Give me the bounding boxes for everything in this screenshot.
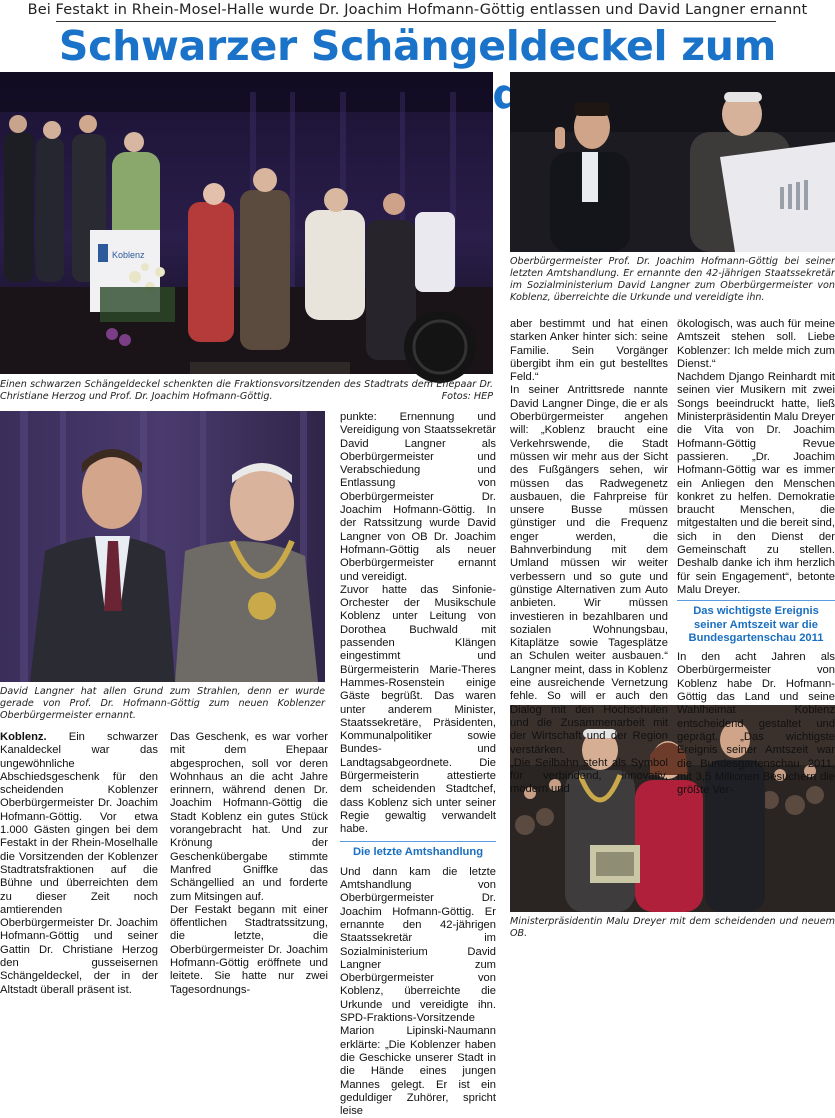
subhead-highlight-bundesgartenschau: Das wichtigste Ereignis seiner Amtszeit war die Bundesgartenschau 2011 <box>677 600 835 648</box>
article-col5-para1: ökologisch, was auch für meine Amtszeit stehen soll. Liebe Koblenzer: Ich melde mich zum Dienst.“ <box>677 318 835 370</box>
article-column-4 <box>510 318 668 797</box>
article-column-5 <box>677 318 835 797</box>
article-column-2 <box>170 731 328 997</box>
subhead-last-official-act: Die letzte Amtshandlung <box>340 841 496 863</box>
article-col3-para2: Zuvor hatte das Sinfonie-Orchester der Musikschule Koblenz unter Leitung von Dorothea Buchwald mit passenden Klängen eingestimmt und Bürgermeisterin Marie-Theres Hammes-Rosenstein einige Gäste begrüßt. Das waren unter anderem Minister, Staatssekretäre, Präsidenten, Kommunalpolitiker sowie Bundes- und Landtagsabgeordnete. Die Bürgermeisterin attestierte dem scheidenden Stadtchef, dass Koblenz sich unter seiner Regie gewaltig verwandelt habe. <box>340 583 496 836</box>
photo-oath <box>510 72 835 252</box>
article-col4-para2: In seiner Antrittsrede nannte David Langner Dinge, die er als Oberbürgermeister angehen will: „Koblenz braucht eine Verkehrswende, die Stadt müssen wir mehr aus der Sicht des Fußgängers sehen, wir müssen das Radwegenetz ausbauen, die Fahrpreise für unsere Busse müssen günstiger und die Frequenz enger werden, die Bahnverbindung mit dem Umland müssen wir weiter verbessern und so gute und günstige Alternativen zum Auto anbieten. Wir müssen investieren in bezahlbaren und sozialen Wohnungsbau, Kitaplätze sowie Tagesplätze an Schulen weiter ausbauen.“ Langner meint, dass in Koblenz eine ausreichende Vernetzung fehle. So will er auch den Dialog mit den Hochschulen und die Zusammenarbeit mit der Wirtschaft und der Region verstärken. <box>510 384 668 756</box>
stage-photo-caption: Einen schwarzen Schängeldeckel schenkten die Fraktionsvorsitzenden des Stadtrats dem Ehepaar Dr. Christiane Herzog und Prof. Dr. Joachim Hofmann-Göttig. <box>0 379 493 402</box>
langner-photo-caption: David Langner hat allen Grund zum Strahlen, denn er wurde gerade von Prof. Dr. Hofmann-Göttig zum neuen Koblenzer Oberbürgermeister ernannt. <box>0 686 325 721</box>
podium-label: Koblenz <box>112 250 145 260</box>
article-column-1 <box>0 731 158 997</box>
article-column-3 <box>340 411 496 1118</box>
headline: Schwarzer Schängeldeckel zum <box>58 22 777 70</box>
photo-stage-group <box>0 72 493 374</box>
article-col3-para3: Und dann kam die letzte Amtshandlung von Oberbürgermeister Dr. Joachim Hofmann-Göttig. Er ernannte den 42-jährigen Staatssekretär im Sozialministerium David Langner zum Oberbürgermeister von Koblenz, überreichte die Urkunde und vereidigte ihn. SPD-Fraktions-Vorsitzende Marion Lipinski-Naumann erklärte: „Die Koblenzer haben die Geschicke unserer Stadt in die Hände eines jungen Mannes gelegt. Er ist ein geduldiger Zuhörer, spricht leise <box>340 865 496 1118</box>
article-col5-para2: Nachdem Django Reinhardt mit seinen vier Musikern mit zwei Songs beeindruckt hatte, ließ Ministerpräsidentin Malu Dreyer die Vita von Dr. Joachim Hofmann-Göttig Revue passieren. „Dr. Joachim Hofmann-Göttig war es immer ein Anliegen den Menschen konkret zu helfen. Demokratie braucht Menschen, die mitgestalten und die bereit sind, sich in den Dienst der Gemeinschaft zu stellen. Deshalb danke ich ihm herzlich für sein Engagement“, betonte Malu Dreyer. <box>677 371 835 596</box>
article-col5-para3: In den acht Jahren als Oberbürgermeister von Koblenz habe Dr. Hofmann-Göttig das Land und seine Wahlheimat Koblenz entscheidend gestaltet und geprägt. „Das wichtigste Ereignis seiner Amtszeit war die Bundesgartenschau 2011, mit 3,5 Millionen Besuchern die größte Ver- <box>677 651 835 797</box>
dreyer-photo-caption: Ministerpräsidentin Malu Dreyer mit dem scheidenden und neuem OB. <box>510 916 835 939</box>
dateline: Koblenz. <box>0 731 47 743</box>
article-col4-para3: „Die Seilbahn steht als Symbol für verbindend, innovativ, modern und <box>510 756 668 796</box>
article-col2-para2: Der Festakt begann mit einer öffentlichen Stadtratssitzung, die letzte, die Oberbürgermeister Dr. Joachim Hofmann-Göttig eröffnete und leitete. Sie hatte nur zwei Tagesordnungs- <box>170 903 328 996</box>
article-col1-text: Ein schwarzer Kanaldeckel war das ungewöhnliche Abschiedsgeschenk für den scheidenden Koblenzer Oberbürgermeister Dr. Joachim Hofmann-Göttig. Vor etwa 1.000 Gästen gingen bei dem Festakt in der Rhein-Moselhalle die Vorsitzenden der Koblenzer Stadtratsfraktionen auf die Bühne und überreichten dem zu dieser Zeit noch amtierenden Oberbürgermeister Dr. Joachim Hofmann-Göttig und seiner Gattin Dr. Christiane Herzog den gusseisernen Schängeldeckel, der in der Altstadt überall präsent ist. <box>0 731 158 996</box>
article-col4-para1: aber bestimmt und hat einen starken Anker hinter sich: seine Familie. Sein Vorgänger übergibt ihm ein gut bestelltes Feld.“ <box>510 318 668 384</box>
article-col3-para1: punkte: Ernennung und Vereidigung von Staatssekretär David Langner als Oberbürgermeister und Verabschiedung und Entlassung von Oberbürgermeister Dr. Joachim Hofmann-Göttig. In der Ratssitzung wurde David Langner von OB Dr. Joachim Hofmann-Göttig als neuer Oberbürgermeister ernannt und vereidigt. <box>340 411 496 583</box>
kicker-line: Bei Festakt in Rhein-Mosel-Halle wurde Dr. Joachim Hofmann-Göttig entlassen und David Langner ernannt <box>27 2 808 18</box>
photo-langner-smiling <box>0 411 325 682</box>
photo-credit: Fotos: HEP <box>441 391 493 402</box>
article-col2-para1: Das Geschenk, es war vorher mit dem Ehepaar abgesprochen, soll vor deren Wohnhaus an die acht Jahre erinnern, während denen Dr. Joachim Hofmann-Göttig die Stadt Koblenz ein gutes Stück vorangebracht hat. Und zur Krönung der Geschenkübergabe stimmte Manfred Gniffke das Schängellied an und forderte zum Mitsingen auf. <box>170 731 328 903</box>
oath-photo-caption: Oberbürgermeister Prof. Dr. Joachim Hofmann-Göttig bei seiner letzten Amtshandlung. Er ernannte den 42-jährigen Staatssekretär im Sozialministerium David Langner zum Oberbürgermeister von Koblenz, überreichte die Urkunde und vereidigte ihn. <box>510 256 835 303</box>
